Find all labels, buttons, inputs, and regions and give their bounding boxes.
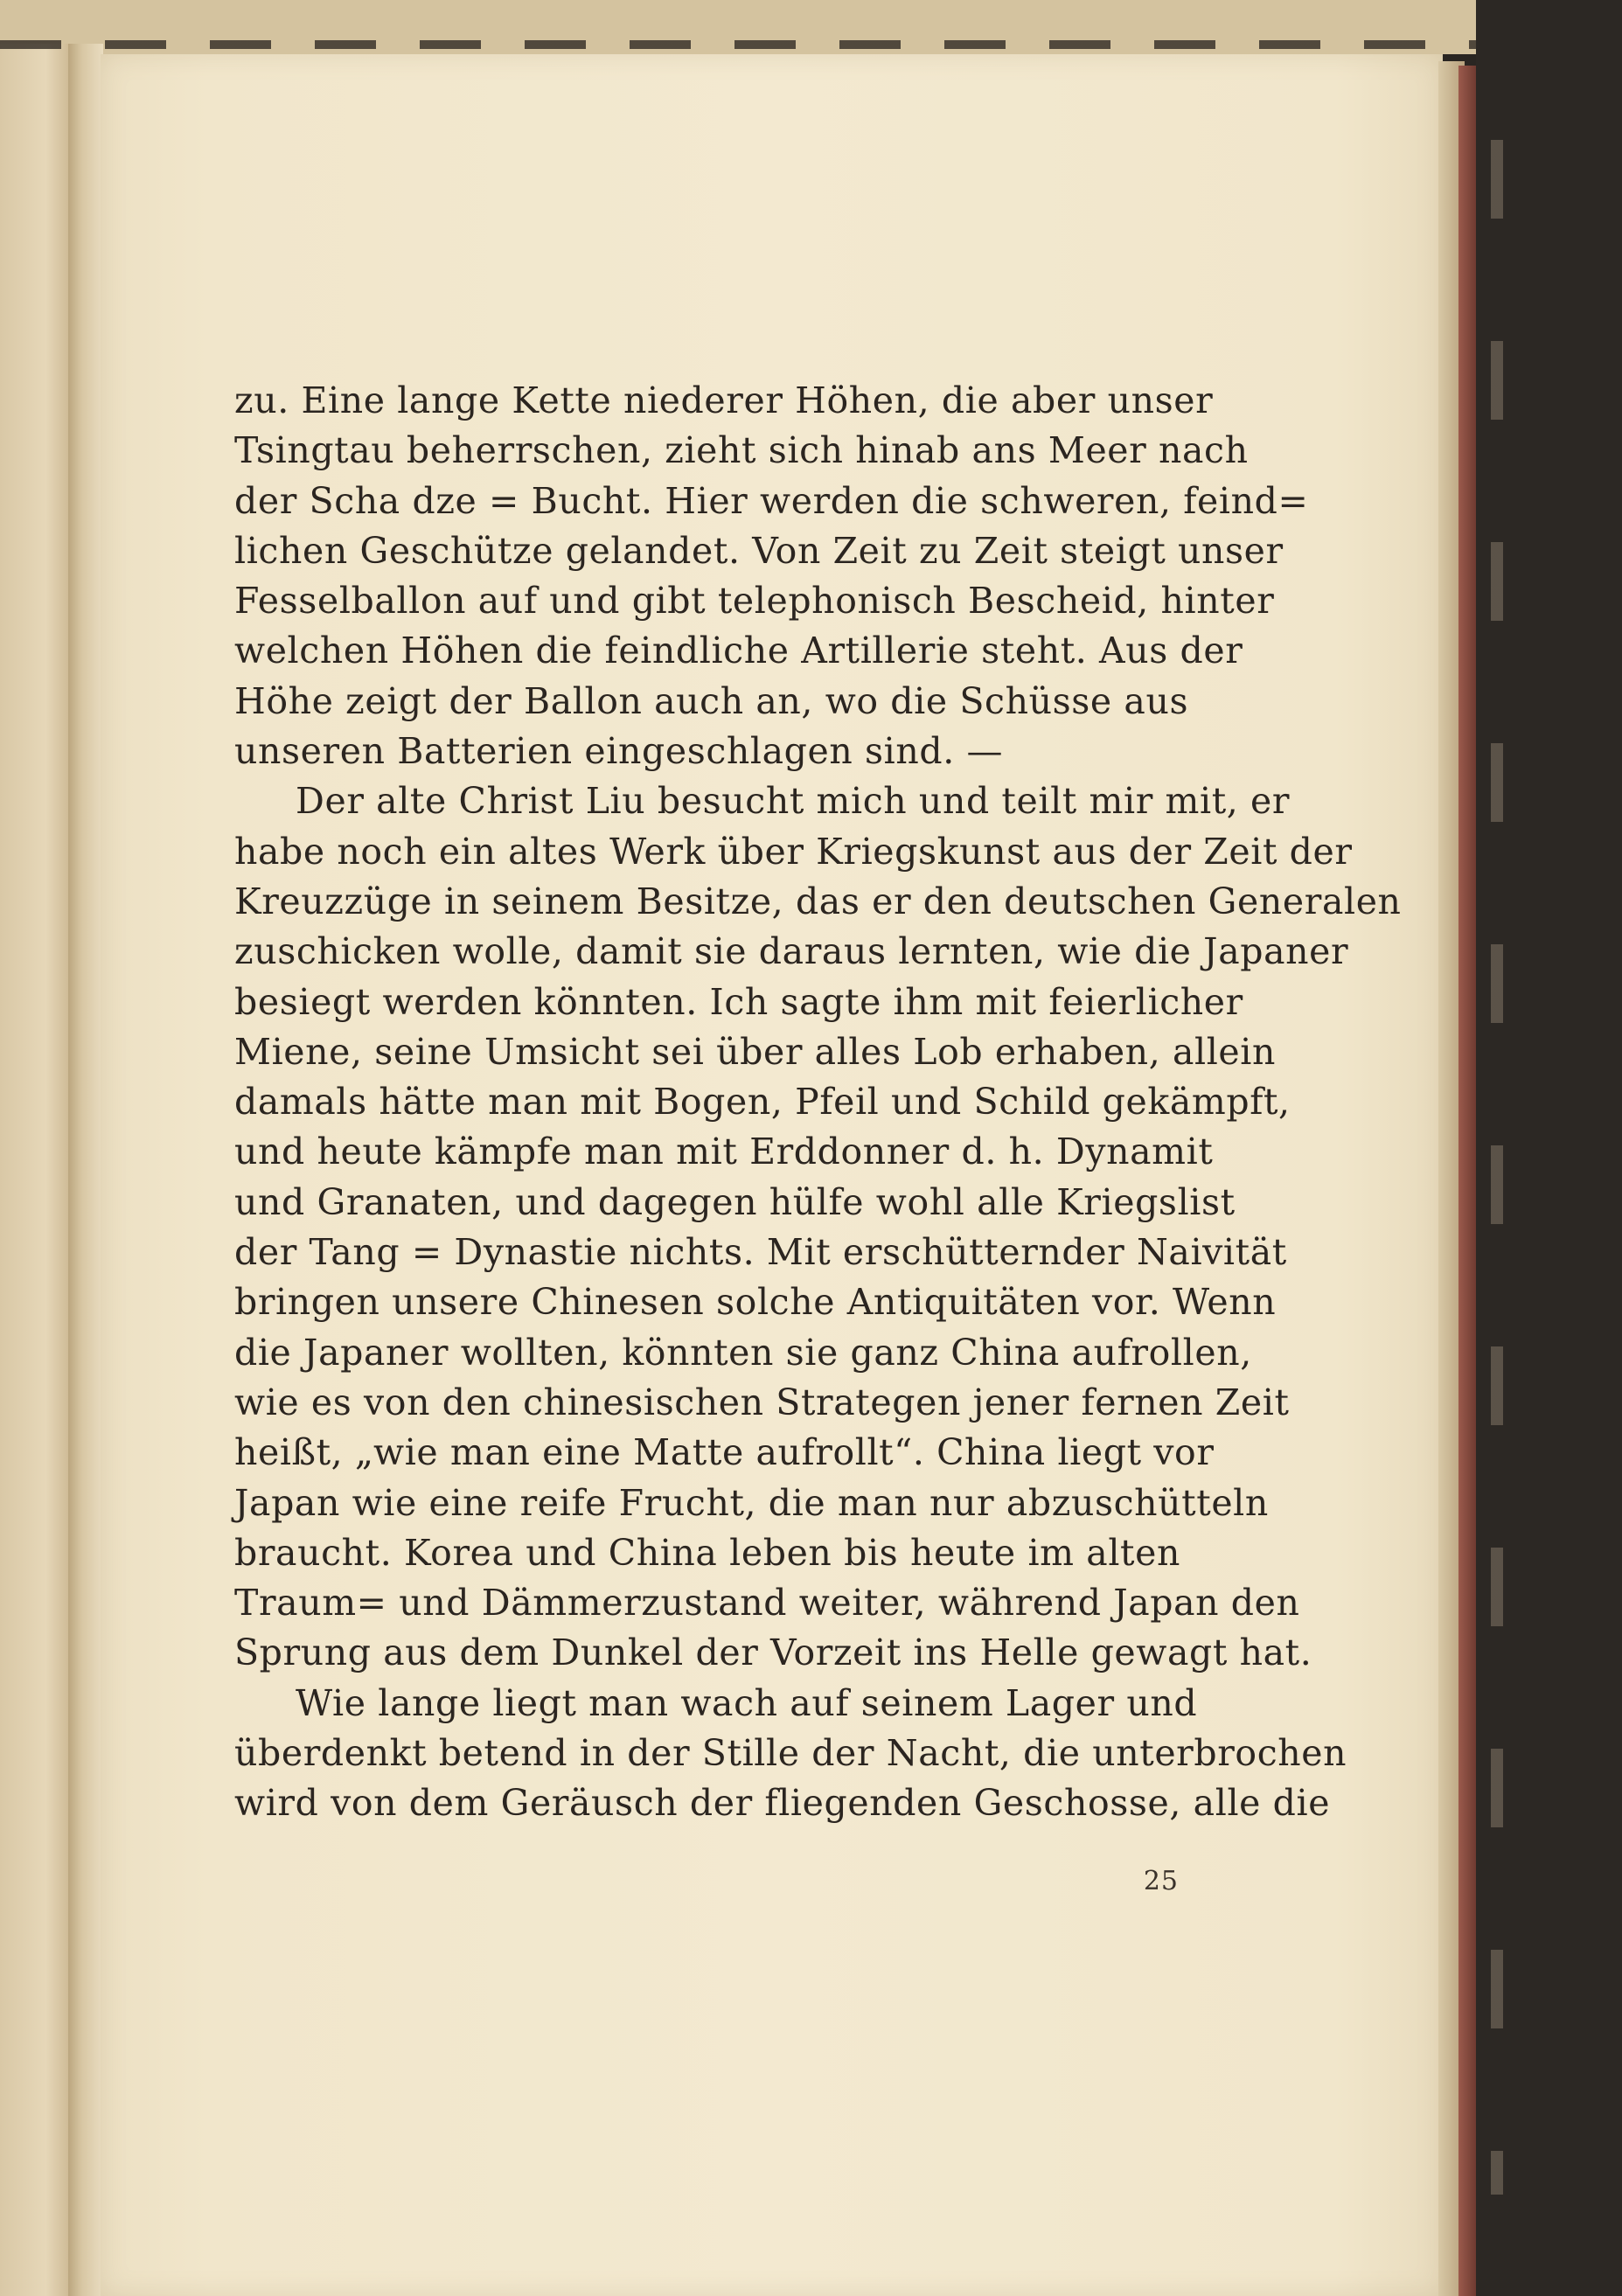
text-line: Miene, seine Umsicht sei über alles Lob erhaben, allein bbox=[234, 1030, 1277, 1073]
text-line: bringen unsere Chinesen solche Antiquitäten vor. Wenn bbox=[234, 1281, 1277, 1324]
text-line: braucht. Korea und China leben bis heute im alten bbox=[234, 1531, 1180, 1574]
text-line: Sprung aus dem Dunkel der Vorzeit ins Helle gewagt hat. bbox=[234, 1632, 1312, 1674]
text-line: Kreuzzüge in seinem Besitze, das er den deutschen Generalen bbox=[234, 880, 1402, 922]
text-line: die Japaner wollten, könnten sie ganz China aufrollen, bbox=[234, 1331, 1252, 1374]
text-line: zuschicken wolle, damit sie daraus lernten, wie die Japaner bbox=[234, 930, 1349, 973]
body-text bbox=[234, 376, 1402, 1829]
top-border-dashes bbox=[0, 40, 1622, 49]
text-line: Wie lange liegt man wach auf seinem Lager und bbox=[296, 1681, 1198, 1724]
text-line: zu. Eine lange Kette niederer Höhen, die aber unser bbox=[234, 379, 1214, 421]
text-line: Tsingtau beherrschen, zieht sich hinab ans Meer nach bbox=[234, 429, 1249, 472]
text-line: heißt, „wie man eine Matte aufrollt“. China liegt vor bbox=[234, 1431, 1215, 1474]
text-line: wie es von den chinesischen Strategen jener fernen Zeit bbox=[234, 1381, 1290, 1423]
page-number: 25 bbox=[1143, 1866, 1179, 1896]
text-line: besiegt werden könnten. Ich sagte ihm mit feierlicher bbox=[234, 980, 1243, 1023]
cover-binding bbox=[1458, 66, 1476, 2296]
ruler-ticks bbox=[1491, 140, 1503, 2195]
text-line: überdenkt betend in der Stille der Nacht, die unterbrochen bbox=[234, 1732, 1347, 1775]
text-line: unseren Batterien eingeschlagen sind. — bbox=[234, 730, 1004, 773]
book-gutter bbox=[68, 44, 103, 2296]
text-line: lichen Geschütze gelandet. Von Zeit zu Zeit steigt unser bbox=[234, 529, 1284, 572]
text-line: wird von dem Geräusch der fliegenden Geschosse, alle die bbox=[234, 1782, 1331, 1825]
text-line: und heute kämpfe man mit Erddonner d. h. Dynamit bbox=[234, 1131, 1214, 1173]
text-line: Fesselballon auf und gibt telephonisch Bescheid, hinter bbox=[234, 580, 1275, 623]
text-line: Höhe zeigt der Ballon auch an, wo die Schüsse aus bbox=[234, 679, 1189, 722]
text-line: damals hätte man mit Bogen, Pfeil und Schild gekämpft, bbox=[234, 1081, 1291, 1124]
text-line: Japan wie eine reife Frucht, die man nur abzuschütteln bbox=[234, 1481, 1269, 1524]
text-line: Der alte Christ Liu besucht mich und teilt mir mit, er bbox=[296, 780, 1291, 823]
text-line: und Granaten, und dagegen hülfe wohl alle Kriegslist bbox=[234, 1180, 1236, 1223]
text-line: der Tang = Dynastie nichts. Mit erschütternder Naivität bbox=[234, 1231, 1287, 1274]
text-line: welchen Höhen die feindliche Artillerie steht. Aus der bbox=[234, 630, 1243, 672]
text-line: Traum= und Dämmerzustand weiter, während Japan den bbox=[234, 1582, 1300, 1625]
text-line: der Scha dze = Bucht. Hier werden die schweren, feind= bbox=[234, 479, 1309, 522]
text-line: habe noch ein altes Werk über Kriegskunst aus der Zeit der bbox=[234, 830, 1353, 873]
